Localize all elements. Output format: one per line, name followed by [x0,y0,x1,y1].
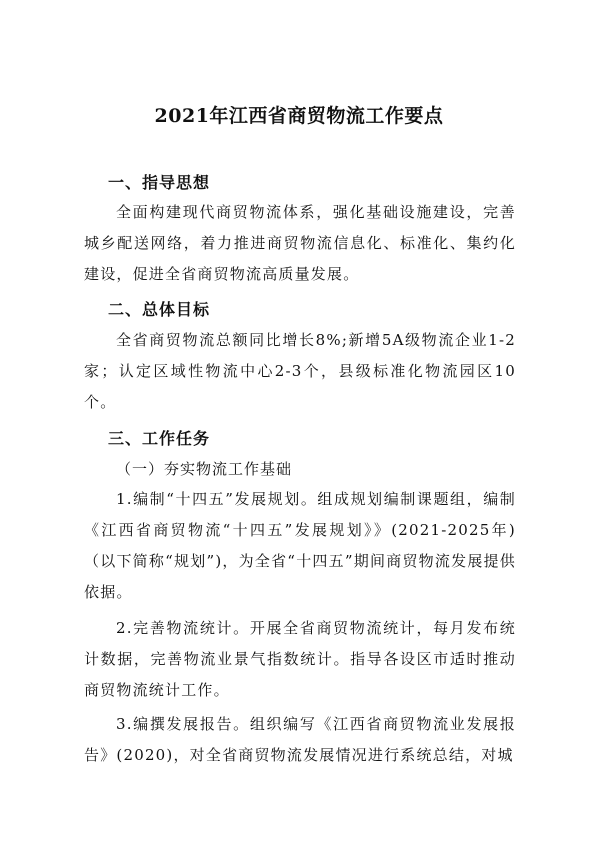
task-item-planning: 1.编制“十四五”发展规划。组成规划编制课题组，编制《江西省商贸物流“十四五”发展规划》》(2021-2025年)（以下简称“规划”)，为全省“十四五”期间商贸物流发展提供依据。 [84,490,516,601]
section-heading-overall-goals: 二、总体目标 [108,300,211,319]
section-heading-guiding-ideology: 一、指导思想 [108,173,211,192]
subsection-heading-foundation: （一）夯实物流工作基础 [116,460,293,478]
paragraph-overall-goals: 全省商贸物流总额同比增长8%;新增5A级物流企业1-2家；认定区域性物流中心2-3个，县级标准化物流园区10个。 [84,331,516,411]
document-title: 2021年江西省商贸物流工作要点 [154,105,444,127]
task-item-statistics: 2.完善物流统计。开展全省商贸物流统计，每月发布统计数据，完善物流业景气指数统计。指导各设区市适时推动商贸物流统计工作。 [84,619,516,699]
paragraph-guiding-ideology: 全面构建现代商贸物流体系，强化基础设施建设，完善城乡配送网络，着力推进商贸物流信息化、标准化、集约化建设，促进全省商贸物流高质量发展。 [84,203,516,283]
task-item-report: 3.编撰发展报告。组织编写《江西省商贸物流业发展报告》(2020)，对全省商贸物流发展情况进行系统总结，对城 [84,715,516,764]
section-heading-work-tasks: 三、工作任务 [108,429,211,448]
